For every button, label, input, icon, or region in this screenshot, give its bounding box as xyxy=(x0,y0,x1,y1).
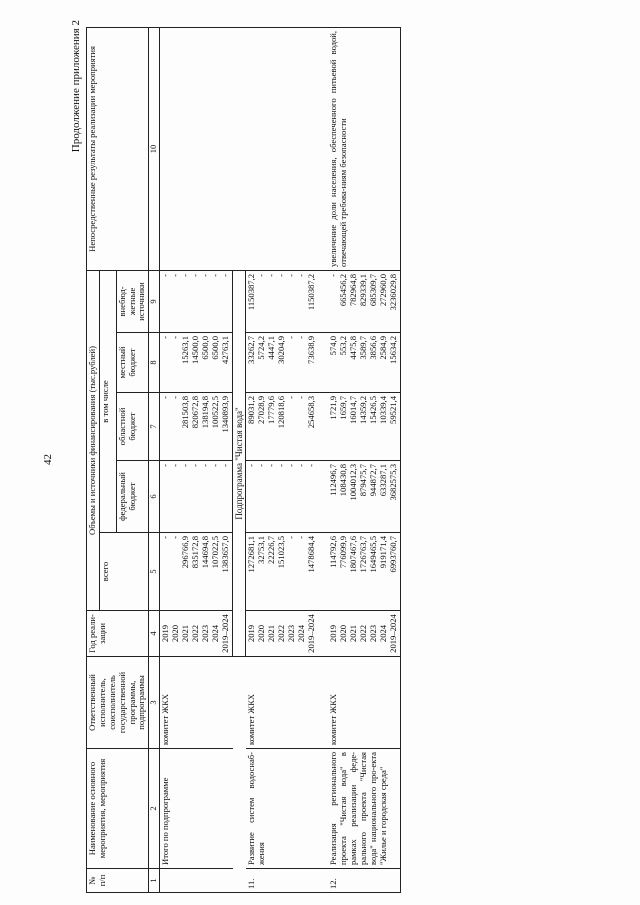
cell-value: 73638,9 xyxy=(306,336,317,364)
cell-value: - xyxy=(256,464,267,467)
extra-cell xyxy=(328,270,401,332)
cell-value: 685309,7 xyxy=(368,273,379,307)
cell-value: - xyxy=(276,273,287,277)
cell-value: 281503,8 xyxy=(180,396,191,429)
table-row xyxy=(160,27,233,892)
cell-value: 254658,3 xyxy=(306,396,317,429)
header-regional: областной бюджет xyxy=(116,393,149,461)
cell-value: 14359,2 xyxy=(358,396,369,424)
cell-value: 1150387,2 xyxy=(246,273,257,311)
cell-value: 2024 xyxy=(378,624,389,643)
cell-value: 1726763,7 xyxy=(358,536,369,573)
cell-value: 835172,8 xyxy=(190,536,201,569)
header-local: местный бюджет xyxy=(116,333,149,393)
cell-value: 2022 xyxy=(276,624,287,643)
header-extra: внебюд-жетные источники xyxy=(116,270,149,332)
cell-value: - xyxy=(328,273,339,277)
col-number: 6 xyxy=(149,461,160,533)
row-result xyxy=(160,27,233,270)
table-row xyxy=(246,27,319,892)
cell-value: - xyxy=(246,464,257,467)
cell-value: 2019 xyxy=(328,624,339,643)
cell-value: 1340893,9 xyxy=(220,396,231,433)
cell-value: 1004012,3 xyxy=(348,464,359,501)
cell-value: 879475,7 xyxy=(358,464,369,497)
local-cell xyxy=(160,333,233,393)
header-results: Непосредственные результаты реализации мероприятия xyxy=(87,27,149,270)
cell-value: 2021 xyxy=(180,624,191,643)
funding-table xyxy=(86,27,401,893)
spacer-cell xyxy=(318,611,328,657)
cell-value: 2019–2024 xyxy=(306,614,317,653)
regional-cell xyxy=(328,393,401,461)
cell-value: 6500,0 xyxy=(200,336,211,360)
cell-value: 2024 xyxy=(210,624,221,643)
subprogram-left-cell xyxy=(233,657,246,893)
cell-value: - xyxy=(160,273,171,277)
cell-value: - xyxy=(286,536,297,539)
cell-value: - xyxy=(180,464,191,467)
cell-value: 1478684,4 xyxy=(306,536,317,573)
spacer-cell xyxy=(318,27,328,270)
cell-value: - xyxy=(220,464,231,467)
cell-value: 14500,0 xyxy=(190,336,201,364)
cell-value: 2022 xyxy=(190,624,201,643)
cell-value: - xyxy=(160,536,171,539)
year-cell xyxy=(246,611,319,657)
cell-value: 144694,8 xyxy=(200,536,211,569)
spacer-cell xyxy=(318,533,328,611)
cell-value: 42763,1 xyxy=(220,336,231,364)
row-number xyxy=(160,869,233,893)
cell-value: 3856,6 xyxy=(368,336,379,360)
cell-value: 15263,1 xyxy=(180,336,191,364)
row-responsible: комитет ЖКХ xyxy=(328,657,401,749)
col-number: 5 xyxy=(149,533,160,611)
cell-value: 2023 xyxy=(286,624,297,643)
cell-value: 4447,1 xyxy=(266,336,277,360)
cell-value: 30204,9 xyxy=(276,336,287,364)
cell-value: 27028,9 xyxy=(256,396,267,424)
subprogram-row xyxy=(233,27,246,892)
header-responsible: Ответственный исполнитель, соисполнитель государственной программы, подпрограммы xyxy=(87,657,149,749)
local-cell xyxy=(246,333,319,393)
cell-value: 2021 xyxy=(266,624,277,643)
regional-cell xyxy=(160,393,233,461)
cell-value: - xyxy=(286,336,297,339)
cell-value: - xyxy=(296,396,307,399)
cell-value: - xyxy=(266,464,277,467)
cell-value: 59521,4 xyxy=(388,396,399,424)
subprogram-title: Подпрограмма "Чистая вода" xyxy=(233,270,246,656)
cell-value: 2584,9 xyxy=(378,336,389,360)
cell-value: 944872,7 xyxy=(368,464,379,497)
federal-cell xyxy=(160,461,233,533)
col-number: 9 xyxy=(149,270,160,332)
cell-value: 2019 xyxy=(160,624,171,643)
header-incl: в том числе xyxy=(99,270,116,532)
spacer-cell xyxy=(318,270,328,332)
page-number: 42 xyxy=(42,454,54,465)
cell-value: - xyxy=(170,336,181,339)
cell-value: 1150387,2 xyxy=(306,273,317,311)
col-number: 7 xyxy=(149,393,160,461)
cell-value: 33262,7 xyxy=(246,336,257,364)
cell-value: 5724,2 xyxy=(256,336,267,360)
cell-value: 2019–2024 xyxy=(220,614,231,653)
cell-value: - xyxy=(170,536,181,539)
local-cell xyxy=(328,333,401,393)
total-cell xyxy=(246,533,319,611)
cell-value: - xyxy=(286,396,297,399)
total-cell xyxy=(328,533,401,611)
cell-value: 1807467,6 xyxy=(348,536,359,573)
row-result: увеличение доли населения, обеспеченного питьевой водой, отвечающей требова-ниям безопасности xyxy=(328,27,401,270)
cell-value: 829339,1 xyxy=(358,273,369,307)
cell-value: - xyxy=(160,336,171,339)
row-name: Итого по подпрограмме xyxy=(160,749,233,869)
cell-value: 4475,8 xyxy=(348,336,359,360)
cell-value: 553,2 xyxy=(338,336,349,356)
cell-value: - xyxy=(210,273,221,277)
row-number: 12. xyxy=(328,869,401,893)
cell-value: - xyxy=(160,464,171,467)
spacer-cell xyxy=(318,657,328,749)
cell-value: 2021 xyxy=(348,624,359,643)
cell-value: 112496,7 xyxy=(328,464,339,496)
cell-value: 1272681,1 xyxy=(246,536,257,573)
cell-value: - xyxy=(180,273,191,277)
cell-value: - xyxy=(286,273,297,277)
col-number: 1 xyxy=(149,869,160,893)
cell-value: 782964,8 xyxy=(348,273,359,307)
extra-cell xyxy=(246,270,319,332)
header-federal: федеральный бюджет xyxy=(116,461,149,533)
cell-value: 16014,7 xyxy=(348,396,359,424)
cell-value: 1721,9 xyxy=(328,396,339,420)
row-result xyxy=(246,27,319,270)
year-cell xyxy=(160,611,233,657)
row-name: Развитие систем водоснаб-жения xyxy=(246,749,319,869)
cell-value: 100522,5 xyxy=(210,396,221,429)
header-funding: Объемы и источники финансирования (тыс.рублей) xyxy=(87,270,100,610)
cell-value: - xyxy=(296,536,307,539)
cell-value: - xyxy=(200,273,211,277)
cell-value: - xyxy=(306,464,317,467)
row-responsible: комитет ЖКХ xyxy=(246,657,319,749)
cell-value: - xyxy=(296,336,307,339)
cell-value: 120818,6 xyxy=(276,396,287,429)
spacer-cell xyxy=(318,749,328,869)
col-number: 8 xyxy=(149,333,160,393)
cell-value: 3589,7 xyxy=(358,336,369,360)
cell-value: - xyxy=(266,273,277,277)
table-row xyxy=(328,27,401,892)
cell-value: 1649465,5 xyxy=(368,536,379,573)
cell-value: - xyxy=(170,464,181,467)
col-number: 10 xyxy=(149,27,160,270)
federal-cell xyxy=(246,461,319,533)
continuation-label: Продолжение приложения 2 xyxy=(70,20,82,153)
row-number: 11. xyxy=(246,869,319,893)
cell-value: 151023,5 xyxy=(276,536,287,569)
col-number: 3 xyxy=(149,657,160,749)
cell-value: 138194,8 xyxy=(200,396,211,429)
spacer-cell xyxy=(318,869,328,893)
cell-value: - xyxy=(276,464,287,467)
cell-value: - xyxy=(170,396,181,399)
cell-value: 2019–2024 xyxy=(388,614,399,653)
cell-value: 2020 xyxy=(170,624,181,643)
cell-value: 3682575,3 xyxy=(388,464,399,501)
table-body xyxy=(160,27,401,892)
cell-value: 15426,5 xyxy=(368,396,379,424)
cell-value: - xyxy=(210,464,221,467)
cell-value: 2024 xyxy=(296,624,307,643)
year-cell xyxy=(328,611,401,657)
cell-value: 633287,1 xyxy=(378,464,389,497)
cell-value: 114792,6 xyxy=(328,536,339,568)
cell-value: 820672,8 xyxy=(190,396,201,429)
cell-value: 17779,6 xyxy=(266,396,277,424)
cell-value: 665456,2 xyxy=(338,273,349,307)
extra-cell xyxy=(160,270,233,332)
spacer-cell xyxy=(318,393,328,461)
cell-value: 10339,4 xyxy=(378,396,389,424)
col-number: 2 xyxy=(149,749,160,869)
federal-cell xyxy=(328,461,401,533)
header-year: Год реали-зации xyxy=(87,611,149,657)
cell-value: 2020 xyxy=(338,624,349,643)
cell-value: 296766,9 xyxy=(180,536,191,569)
cell-value: 1383657,0 xyxy=(220,536,231,573)
spacer-cell xyxy=(318,333,328,393)
cell-value: - xyxy=(190,273,201,277)
cell-value: 107022,5 xyxy=(210,536,221,569)
cell-value: - xyxy=(256,273,267,277)
cell-value: 272960,0 xyxy=(378,273,389,307)
row-name: Реализация регионального проекта "Чистая вода" в рамках реализации феде-рального проекта "Чистая вода" национального про-екта "Жилье и городская среда" xyxy=(328,749,401,869)
subprogram-right-cell xyxy=(233,27,246,270)
cell-value: 2019 xyxy=(246,624,257,643)
cell-value: 6500,0 xyxy=(210,336,221,360)
spacer-row xyxy=(318,27,328,892)
cell-value: - xyxy=(296,273,307,277)
header-name: Наименование основного мероприятия, мероприятия xyxy=(87,749,149,869)
header-total: всего xyxy=(99,533,148,611)
spacer-cell xyxy=(318,461,328,533)
total-cell xyxy=(160,533,233,611)
cell-value: 1659,7 xyxy=(338,396,349,420)
regional-cell xyxy=(246,393,319,461)
cell-value: - xyxy=(286,464,297,467)
cell-value: 15634,2 xyxy=(388,336,399,364)
cell-value: 2023 xyxy=(368,624,379,643)
cell-value: 776099,9 xyxy=(338,536,349,569)
cell-value: 574,0 xyxy=(328,336,339,356)
cell-value: 22226,7 xyxy=(266,536,277,564)
cell-value: 32753,1 xyxy=(256,536,267,564)
cell-value: 108430,8 xyxy=(338,464,349,497)
cell-value: 3236029,8 xyxy=(388,273,399,311)
cell-value: 2022 xyxy=(358,624,369,643)
cell-value: 2023 xyxy=(200,624,211,643)
cell-value: 89031,2 xyxy=(246,396,257,424)
col-number: 4 xyxy=(149,611,160,657)
row-responsible: комитет ЖКХ xyxy=(160,657,233,749)
cell-value: 2020 xyxy=(256,624,267,643)
cell-value: - xyxy=(160,396,171,399)
cell-value: - xyxy=(190,464,201,467)
cell-value: - xyxy=(220,273,231,277)
cell-value: - xyxy=(200,464,211,467)
header-no: № п/п xyxy=(87,869,149,893)
cell-value: 6993760,7 xyxy=(388,536,399,573)
cell-value: - xyxy=(296,464,307,467)
cell-value: - xyxy=(170,273,181,277)
cell-value: 919171,4 xyxy=(378,536,389,569)
